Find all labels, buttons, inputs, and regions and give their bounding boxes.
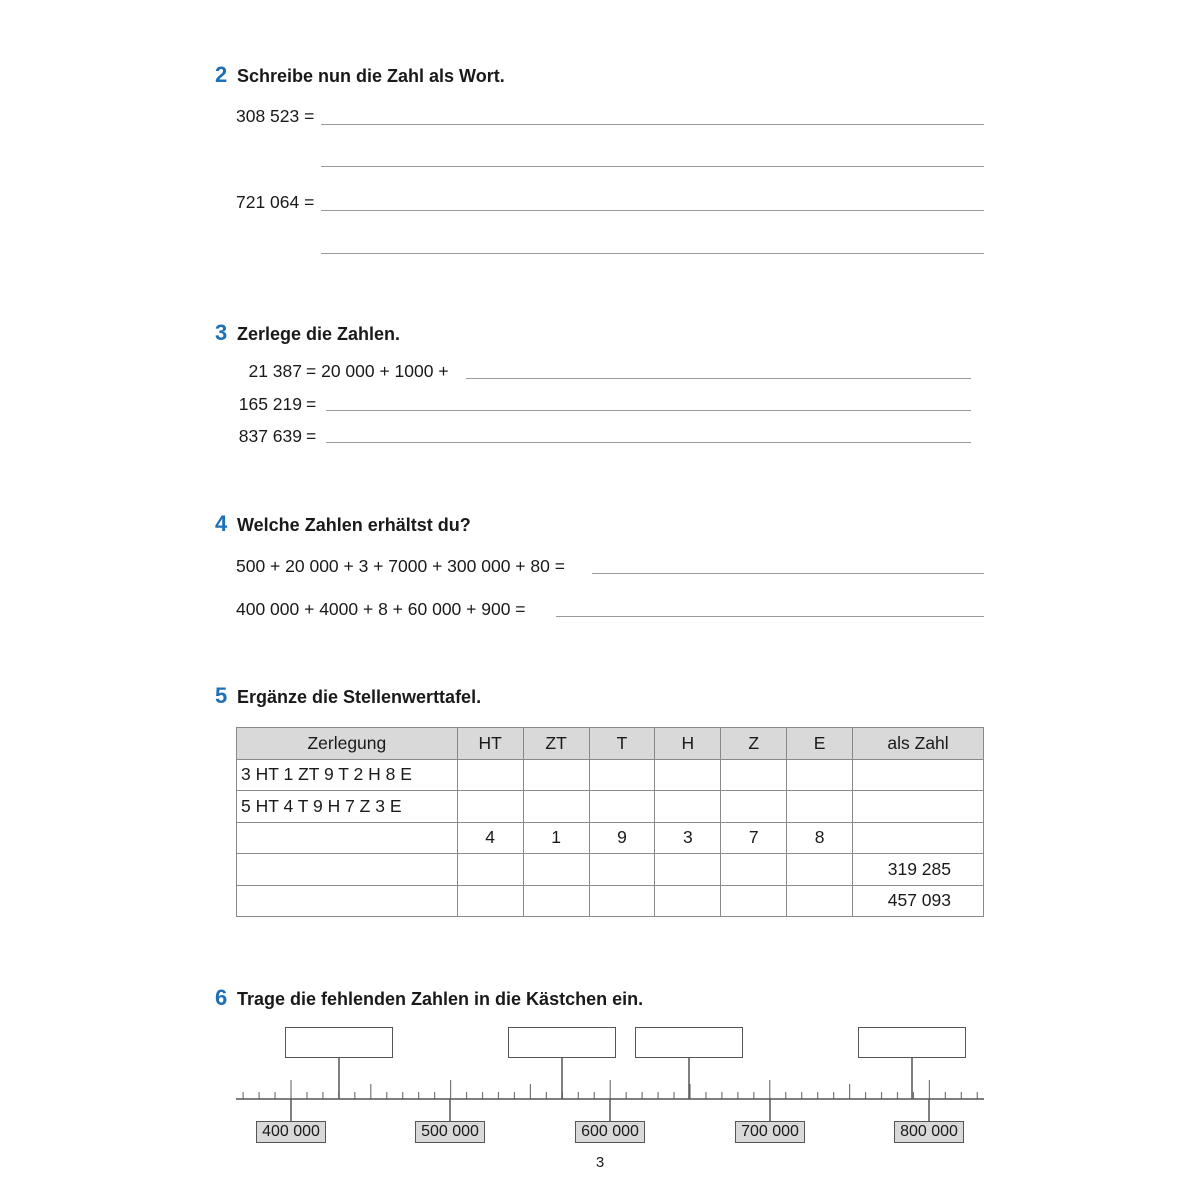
number-line-label: 400 000 bbox=[256, 1121, 326, 1143]
table-cell[interactable] bbox=[853, 822, 984, 854]
table-header-row bbox=[237, 728, 984, 760]
table-cell[interactable] bbox=[655, 854, 721, 886]
answer-line[interactable] bbox=[556, 616, 984, 617]
table-cell[interactable] bbox=[721, 791, 787, 823]
task-2-heading bbox=[215, 62, 505, 88]
answer-line[interactable] bbox=[321, 124, 984, 125]
task-title: Trage die fehlenden Zahlen in die Kästchen ein. bbox=[237, 989, 644, 1009]
answer-line[interactable] bbox=[326, 410, 971, 411]
table-cell[interactable]: 5 HT 4 T 9 H 7 Z 3 E bbox=[237, 791, 458, 823]
table-cell[interactable]: 9 bbox=[589, 822, 655, 854]
table-cell[interactable] bbox=[787, 885, 853, 917]
task-3-number-2: 165 219 bbox=[238, 394, 302, 414]
header-e: E bbox=[787, 728, 853, 760]
number-line-label: 700 000 bbox=[735, 1121, 805, 1143]
task-3-expression-2: = bbox=[306, 394, 317, 414]
table-cell[interactable] bbox=[853, 791, 984, 823]
task-number: 4 bbox=[215, 511, 228, 536]
task-3-expression-3: = bbox=[306, 426, 317, 446]
table-cell[interactable] bbox=[523, 885, 589, 917]
table-cell[interactable]: 1 bbox=[523, 822, 589, 854]
header-t: T bbox=[589, 728, 655, 760]
table-row bbox=[237, 759, 984, 791]
task-title: Welche Zahlen erhältst du? bbox=[237, 515, 471, 535]
header-z: Z bbox=[721, 728, 787, 760]
answer-line[interactable] bbox=[321, 166, 984, 167]
table-cell[interactable]: 319 285 bbox=[853, 854, 984, 886]
answer-line[interactable] bbox=[326, 442, 971, 443]
task-4-heading bbox=[215, 511, 471, 537]
task-2-expression-1: 308 523 = bbox=[236, 106, 315, 126]
table-cell[interactable]: 3 bbox=[655, 822, 721, 854]
table-cell[interactable] bbox=[457, 854, 523, 886]
table-cell[interactable] bbox=[457, 759, 523, 791]
table-cell[interactable] bbox=[457, 791, 523, 823]
answer-line[interactable] bbox=[466, 378, 971, 379]
table-cell[interactable] bbox=[523, 854, 589, 886]
header-h: H bbox=[655, 728, 721, 760]
table-cell[interactable] bbox=[523, 759, 589, 791]
answer-box[interactable] bbox=[285, 1027, 393, 1058]
task-title: Schreibe nun die Zahl als Wort. bbox=[237, 66, 505, 86]
table-cell[interactable]: 3 HT 1 ZT 9 T 2 H 8 E bbox=[237, 759, 458, 791]
task-number: 5 bbox=[215, 683, 228, 708]
task-4-expression-2: 400 000 + 4000 + 8 + 60 000 + 900 = bbox=[236, 599, 526, 619]
header-zt: ZT bbox=[523, 728, 589, 760]
table-cell[interactable] bbox=[721, 854, 787, 886]
table-row bbox=[237, 854, 984, 886]
task-3-expression-1: = 20 000 + 1000 + bbox=[306, 361, 449, 381]
task-number: 2 bbox=[215, 62, 228, 87]
table-cell[interactable] bbox=[721, 759, 787, 791]
table-cell[interactable] bbox=[589, 885, 655, 917]
table-cell[interactable] bbox=[237, 885, 458, 917]
table-row bbox=[237, 822, 984, 854]
table-cell[interactable] bbox=[655, 759, 721, 791]
place-value-table bbox=[236, 727, 984, 917]
answer-box[interactable] bbox=[635, 1027, 743, 1058]
table-cell[interactable] bbox=[237, 822, 458, 854]
table-cell[interactable] bbox=[589, 791, 655, 823]
task-3-number-1: 21 387 bbox=[248, 361, 302, 381]
answer-line[interactable] bbox=[321, 210, 984, 211]
task-number: 3 bbox=[215, 320, 228, 345]
task-3-heading bbox=[215, 320, 400, 346]
task-5-heading bbox=[215, 683, 481, 709]
table-row bbox=[237, 885, 984, 917]
answer-line[interactable] bbox=[321, 253, 984, 254]
task-title: Zerlege die Zahlen. bbox=[237, 324, 401, 344]
header-ht: HT bbox=[457, 728, 523, 760]
task-6-heading bbox=[215, 985, 643, 1011]
task-number: 6 bbox=[215, 985, 228, 1010]
table-cell[interactable] bbox=[237, 854, 458, 886]
number-line-label: 600 000 bbox=[575, 1121, 645, 1143]
answer-line[interactable] bbox=[592, 573, 984, 574]
number-line-label: 500 000 bbox=[415, 1121, 485, 1143]
table-cell[interactable] bbox=[787, 854, 853, 886]
answer-box[interactable] bbox=[858, 1027, 966, 1058]
table-cell[interactable]: 457 093 bbox=[853, 885, 984, 917]
table-row bbox=[237, 791, 984, 823]
header-als-zahl: als Zahl bbox=[853, 728, 984, 760]
table-cell[interactable] bbox=[589, 759, 655, 791]
table-cell[interactable] bbox=[523, 791, 589, 823]
table-cell[interactable] bbox=[457, 885, 523, 917]
task-title: Ergänze die Stellenwerttafel. bbox=[237, 687, 482, 707]
answer-box[interactable] bbox=[508, 1027, 616, 1058]
number-line-label: 800 000 bbox=[894, 1121, 964, 1143]
table-cell[interactable] bbox=[853, 759, 984, 791]
task-2-expression-2: 721 064 = bbox=[236, 192, 315, 212]
table-cell[interactable]: 8 bbox=[787, 822, 853, 854]
table-cell[interactable] bbox=[721, 885, 787, 917]
table-cell[interactable]: 4 bbox=[457, 822, 523, 854]
task-3-number-3: 837 639 bbox=[238, 426, 302, 446]
table-cell[interactable] bbox=[787, 759, 853, 791]
table-cell[interactable] bbox=[655, 791, 721, 823]
header-zerlegung: Zerlegung bbox=[237, 728, 458, 760]
table-cell[interactable] bbox=[655, 885, 721, 917]
table-cell[interactable] bbox=[589, 854, 655, 886]
table-cell[interactable] bbox=[787, 791, 853, 823]
task-4-expression-1: 500 + 20 000 + 3 + 7000 + 300 000 + 80 = bbox=[236, 556, 565, 576]
table-cell[interactable]: 7 bbox=[721, 822, 787, 854]
page-number: 3 bbox=[595, 1154, 605, 1171]
